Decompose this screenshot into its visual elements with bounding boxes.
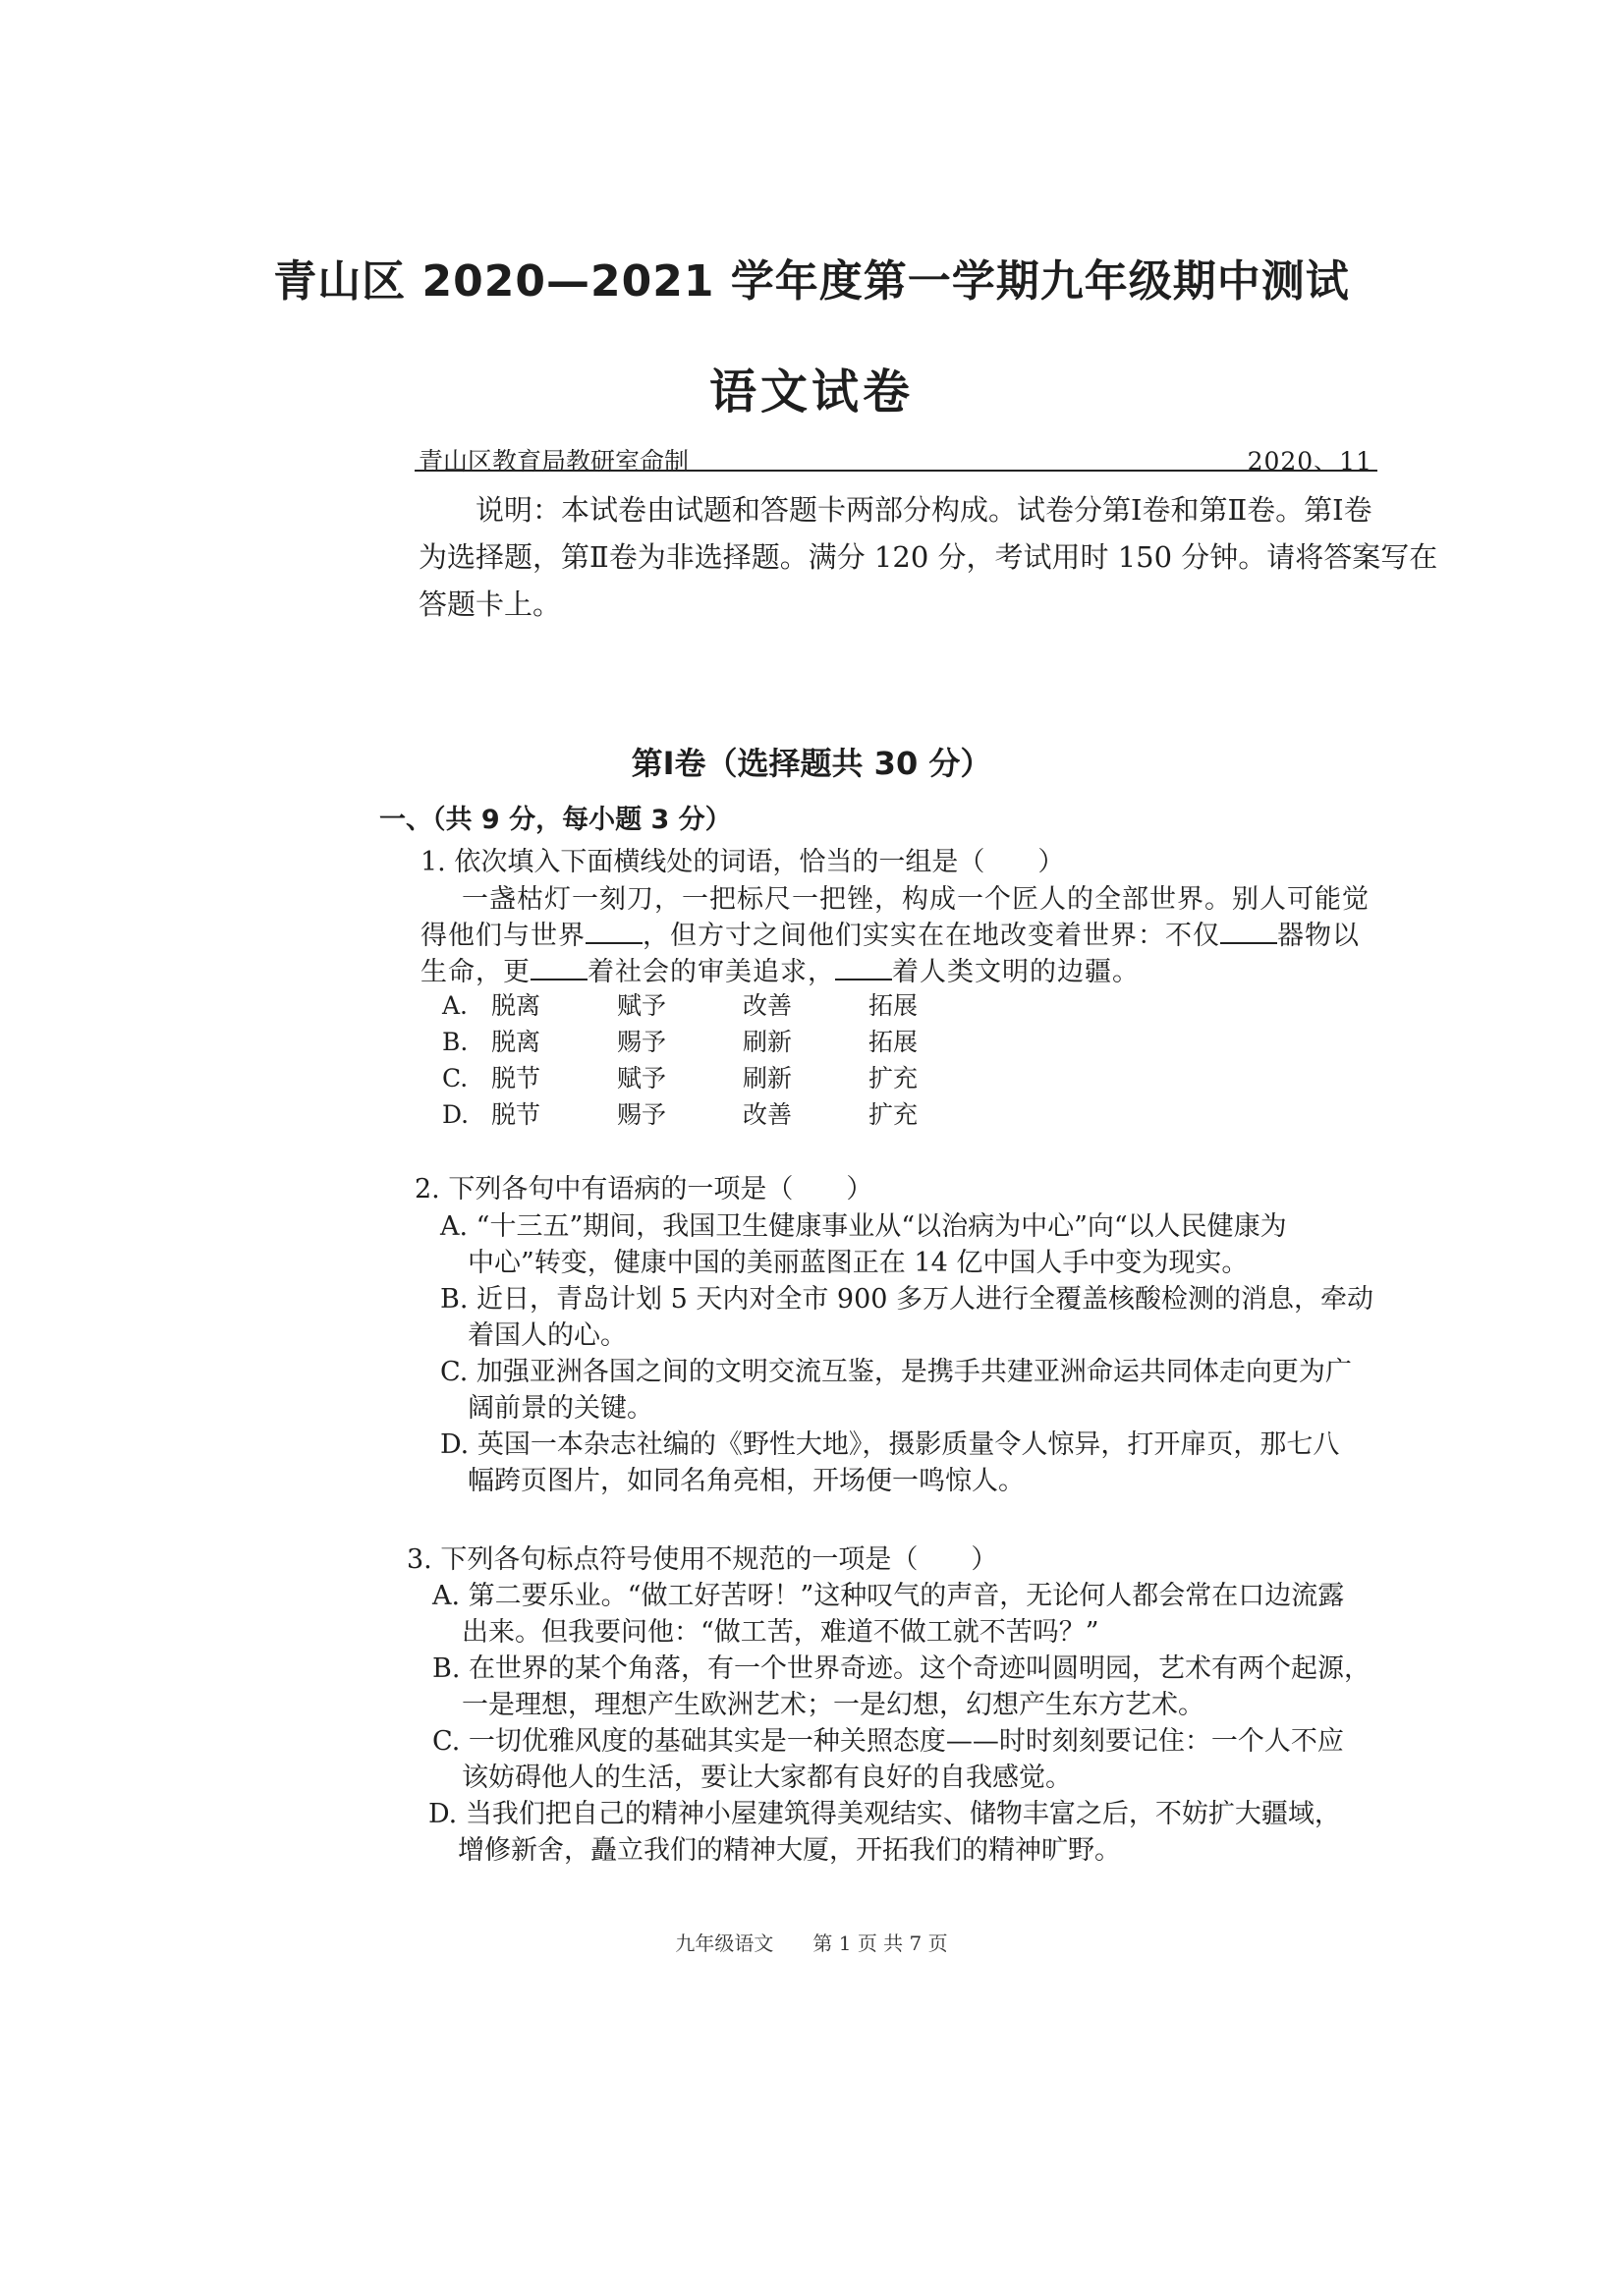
instructions-line: 答题卡上。 (419, 588, 562, 621)
passage-text: 得他们与世界 (420, 921, 586, 951)
option-word: 拓展 (868, 1028, 919, 1056)
instructions (419, 486, 1438, 628)
option-word: 扩充 (868, 1064, 919, 1092)
question-3-option-c[interactable]: C. 一切优雅风度的基础其实是一种关照态度——时时刻刻要记住：一个人不应 (432, 1726, 1344, 1757)
question-1-option[interactable] (442, 1095, 994, 1131)
instructions-line: 说明：本试卷由试题和答题卡两部分构成。试卷分第Ⅰ卷和第Ⅱ卷。第Ⅰ卷 (476, 493, 1372, 527)
fill-blank (1220, 923, 1277, 944)
option-word: 赐予 (617, 1100, 667, 1129)
option-letter: B. (442, 1028, 469, 1056)
question-3-option-b[interactable]: B. 在世界的某个角落，有一个世界奇迹。这个奇迹叫圆明园，艺术有两个起源， (432, 1653, 1371, 1684)
question-1-stem: 1. 依次填入下面横线处的词语，恰当的一组是（ ） (420, 847, 1065, 877)
question-2-option-b-cont: 着国人的心。 (468, 1320, 627, 1351)
question-2-option-d-cont: 幅跨页图片，如同名角亮相，开场便一鸣惊人。 (468, 1466, 1025, 1496)
passage-text: 着人类文明的边疆。 (892, 957, 1140, 987)
passage-text: 着社会的审美追求， (588, 957, 835, 987)
option-word: 刷新 (743, 1064, 793, 1092)
option-word: 脱离 (491, 991, 541, 1020)
question-1-option[interactable] (442, 1023, 994, 1058)
option-word: 赋予 (617, 1064, 667, 1092)
exam-subtitle: 语文试卷 (708, 364, 914, 420)
option-letter: D. (442, 1100, 470, 1129)
passage-text: ，但方寸之间他们实实在在地改变着世界：不仅 (643, 921, 1220, 951)
question-3-option-d-cont: 增修新舍，矗立我们的精神大厦，开拓我们的精神旷野。 (458, 1835, 1121, 1866)
option-letter: A. (442, 991, 469, 1020)
option-word: 刷新 (743, 1028, 793, 1056)
question-3-option-a-cont: 出来。但我要问他：“做工苦，难道不做工就不苦吗？” (462, 1617, 1099, 1648)
option-word: 拓展 (868, 991, 919, 1020)
header-rule (415, 470, 1377, 472)
question-2-option-b[interactable]: B. 近日，青岛计划 5 天内对全市 900 多万人进行全覆盖核酸检测的消息，牵动 (440, 1284, 1374, 1315)
question-1-passage-line: 一盏枯灯一刻刀，一把标尺一把锉，构成一个匠人的全部世界。别人可能觉 (462, 884, 1370, 915)
issue-date: 2020、11 (1247, 447, 1372, 476)
question-1-passage-line (420, 914, 1360, 952)
option-word: 脱离 (491, 1028, 541, 1056)
page-footer: 九年级语文 第 1 页 共 7 页 (675, 1932, 948, 1955)
question-2-option-a-cont: 中心”转变，健康中国的美丽蓝图正在 14 亿中国人手中变为现实。 (468, 1248, 1249, 1278)
question-2-option-d[interactable]: D. 英国一本杂志社编的《野性大地》，摄影质量令人惊异，打开扉页，那七八 (440, 1429, 1340, 1460)
question-1-option[interactable] (442, 986, 994, 1022)
option-word: 扩充 (868, 1100, 919, 1129)
question-2-option-c[interactable]: C. 加强亚洲各国之间的文明交流互鉴，是携手共建亚洲命运共同体走向更为广 (440, 1357, 1352, 1387)
question-3-option-c-cont: 该妨碍他人的生活，要让大家都有良好的自我感觉。 (462, 1763, 1072, 1793)
part-heading: 一、（共 9 分，每小题 3 分） (379, 805, 732, 835)
question-3-option-a[interactable]: A. 第二要乐业。“做工好苦呀！”这种叹气的声音，无论何人都会常在口边流露 (432, 1581, 1345, 1611)
question-1-passage-line (420, 950, 1140, 988)
passage-text: 器物以 (1277, 921, 1360, 951)
option-word: 赋予 (617, 991, 667, 1020)
option-word: 改善 (743, 1100, 793, 1129)
option-letter: C. (442, 1064, 469, 1092)
option-word: 脱节 (491, 1100, 541, 1129)
question-3-option-d[interactable]: D. 当我们把自己的精神小屋建筑得美观结实、储物丰富之后，不妨扩大疆域， (428, 1799, 1341, 1829)
option-word: 脱节 (491, 1064, 541, 1092)
fill-blank (835, 959, 892, 980)
question-1-option[interactable] (442, 1059, 994, 1094)
section-heading: 第Ⅰ卷（选择题共 30 分） (631, 745, 992, 782)
fill-blank (531, 959, 588, 980)
question-3-option-b-cont: 一是理想，理想产生欧洲艺术；一是幻想，幻想产生东方艺术。 (462, 1690, 1204, 1720)
instructions-line: 为选择题，第Ⅱ卷为非选择题。满分 120 分，考试用时 150 分钟。请将答案写在 (419, 540, 1438, 574)
passage-text: 生命，更 (420, 957, 531, 987)
fill-blank (586, 923, 643, 944)
question-2-option-c-cont: 阔前景的关键。 (468, 1393, 653, 1424)
option-word: 赐予 (617, 1028, 667, 1056)
exam-title: 青山区 2020—2021 学年度第一学期九年级期中测试 (273, 256, 1350, 307)
issuer: 青山区教育局教研室命制 (419, 447, 690, 476)
question-3-stem: 3. 下列各句标点符号使用不规范的一项是（ ） (407, 1544, 998, 1575)
question-2-stem: 2. 下列各句中有语病的一项是（ ） (415, 1174, 873, 1204)
option-word: 改善 (743, 991, 793, 1020)
question-2-option-a[interactable]: A. “十三五”期间，我国卫生健康事业从“以治病为中心”向“以人民健康为 (440, 1211, 1287, 1242)
